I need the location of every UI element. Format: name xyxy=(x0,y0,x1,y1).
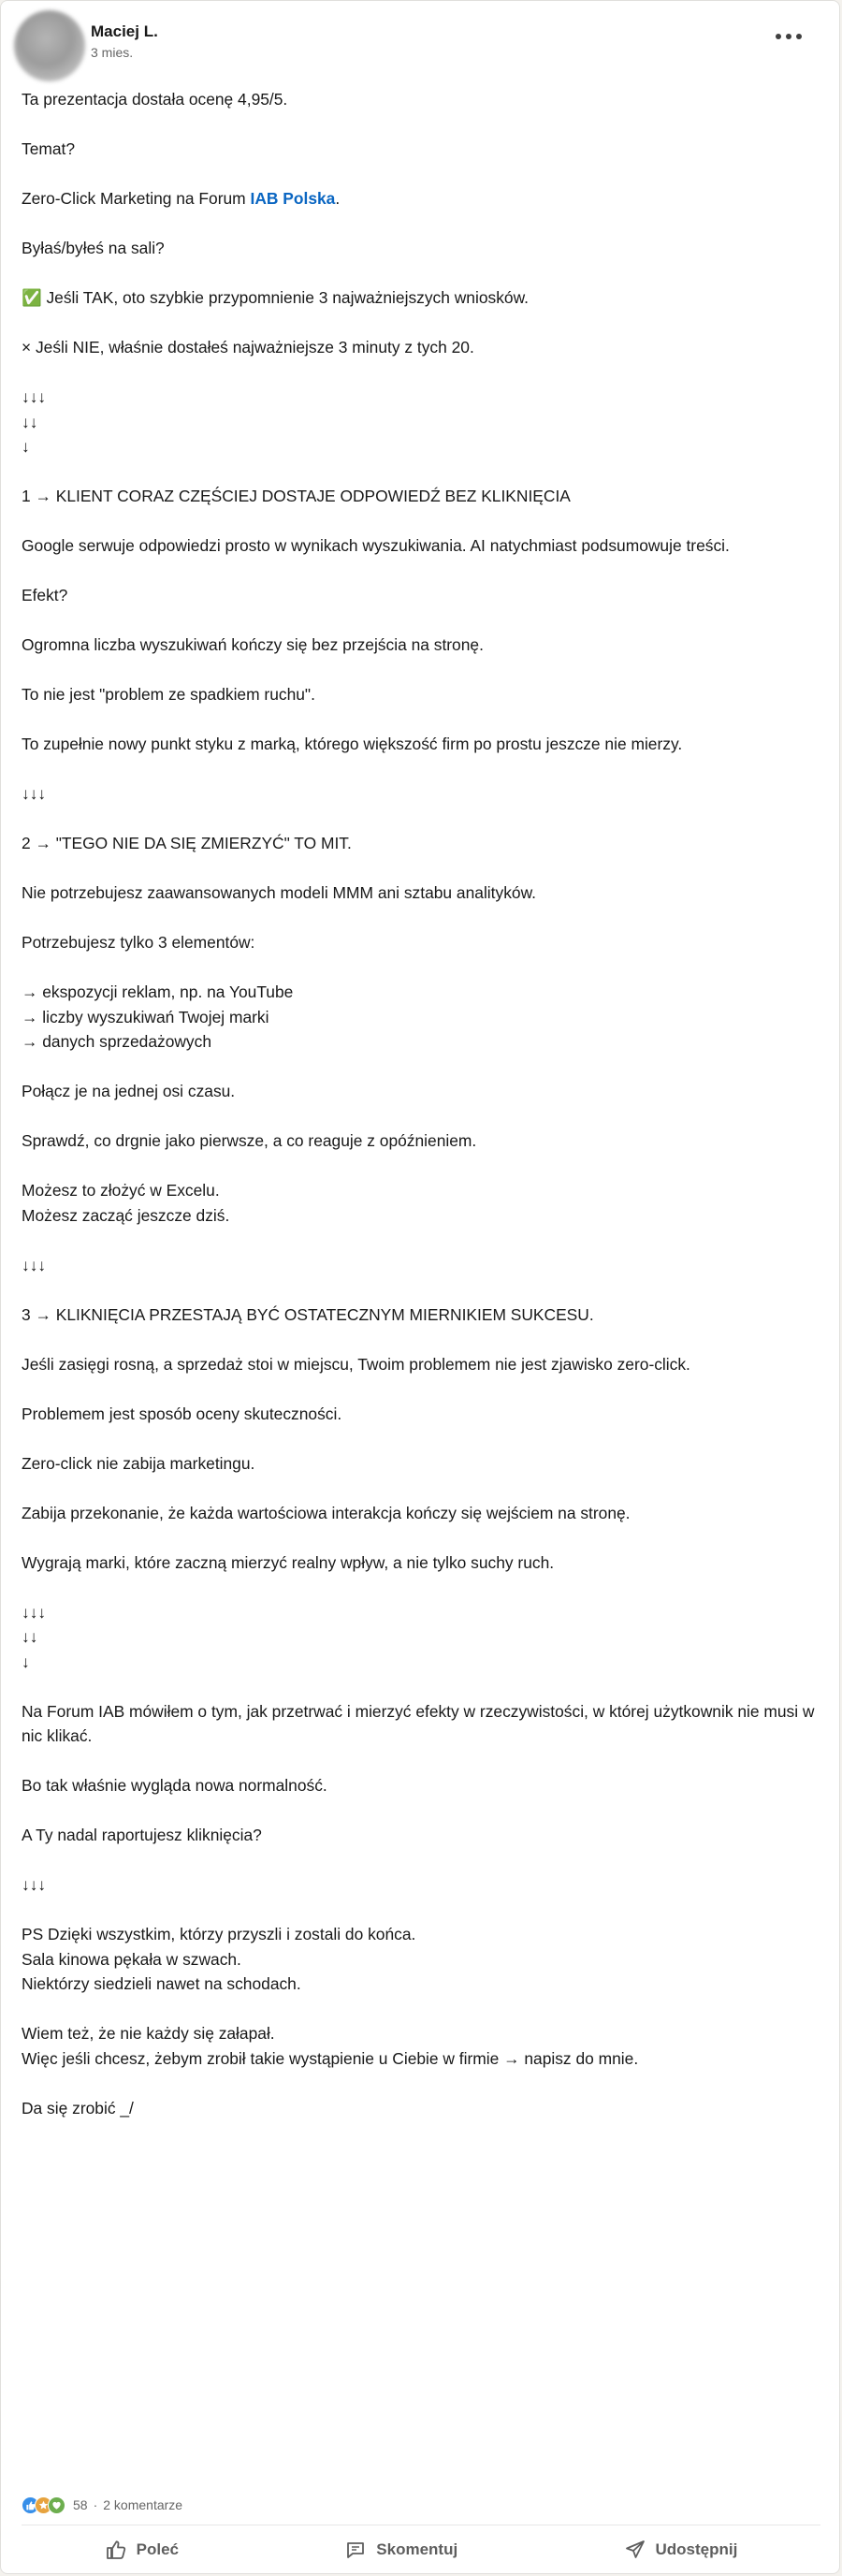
post-line: Niektórzy siedzieli nawet na schodach. xyxy=(22,1974,301,1993)
post-line: Zabija przekonanie, że każda wartościowa interakcja kończy się wejściem na stronę. xyxy=(22,1503,631,1522)
social-counts xyxy=(22,2494,182,2516)
share-button[interactable] xyxy=(607,2529,755,2570)
post-line: To zupełnie nowy punkt styku z marką, którego większość firm po prostu jeszcze nie mierzy. xyxy=(22,735,683,753)
post-line: Możesz to złożyć w Excelu. xyxy=(22,1181,220,1200)
post-line: Potrzebujesz tylko 3 elementów: xyxy=(22,933,255,952)
send-icon xyxy=(624,2539,646,2561)
post-line: To nie jest "problem ze spadkiem ruchu". xyxy=(22,685,315,704)
post-line: Efekt? xyxy=(22,586,68,604)
post-line: A Ty nadal raportujesz kliknięcia? xyxy=(22,1826,262,1844)
list-item: → danych sprzedażowych xyxy=(22,1032,211,1051)
arrows-line: ↓ xyxy=(22,437,30,456)
list-item: → ekspozycji reklam, np. na YouTube xyxy=(22,982,294,1001)
comments-count[interactable]: 2 komentarze xyxy=(103,2497,183,2512)
post-line: Jeśli zasięgi rosną, a sprzedaż stoi w miejscu, Twoim problemem nie jest zjawisko zero-click. xyxy=(22,1354,690,1374)
post-timestamp: 3 mies. xyxy=(91,45,134,60)
mention-link-iab-polska[interactable]: IAB Polska xyxy=(250,189,336,208)
post-line: Ogromna liczba wyszukiwań kończy się bez przejścia na stronę. xyxy=(22,635,484,654)
section-heading: 1 → KLIENT CORAZ CZĘŚCIEJ DOSTAJE ODPOWIEDŹ BEZ KLIKNIĘCIA xyxy=(22,487,571,505)
post-line: Temat? xyxy=(22,139,76,158)
reaction-count[interactable]: 58 xyxy=(73,2497,88,2512)
post-line: PS Dzięki wszystkim, którzy przyszli i zostali do końca. xyxy=(22,1925,416,1943)
share-label: Udostępnij xyxy=(655,2540,738,2558)
author-name[interactable]: Maciej L. xyxy=(91,22,158,40)
like-label: Poleć xyxy=(136,2540,179,2558)
like-button[interactable] xyxy=(88,2529,196,2570)
post-header xyxy=(1,1,841,85)
arrows-line: ↓↓↓ xyxy=(22,784,47,803)
post-line: Bo tak właśnie wygląda nowa normalność. xyxy=(22,1776,327,1795)
post-line: Problemem jest sposób oceny skuteczności. xyxy=(22,1404,342,1423)
post-line: Sprawdź, co drgnie jako pierwsze, a co reaguje z opóźnieniem. xyxy=(22,1131,477,1150)
post-line: Sala kinowa pękała w szwach. xyxy=(22,1949,241,1969)
section-heading: 2 → "TEGO NIE DA SIĘ ZMIERZYĆ" TO MIT. xyxy=(22,834,352,852)
section-heading: 3 → KLIKNIĘCIA PRZESTAJĄ BYĆ OSTATECZNYM MIERNIKIEM SUKCESU. xyxy=(22,1304,594,1324)
separator: · xyxy=(93,2497,98,2512)
comment-label: Skomentuj xyxy=(376,2540,458,2558)
arrows-line: ↓↓ xyxy=(22,1627,38,1646)
comment-icon xyxy=(344,2539,367,2561)
arrows-line: ↓↓↓ xyxy=(22,387,47,406)
list-item: → liczby wyszukiwań Twojej marki xyxy=(22,1007,269,1026)
post-line: ✅ Jeśli TAK, oto szybkie przypomnienie 3 najważniejszych wniosków. xyxy=(22,288,529,307)
post-line: Nie potrzebujesz zaawansowanych modeli MMM ani sztabu analityków. xyxy=(22,883,536,902)
arrows-line: ↓↓↓ xyxy=(22,1875,47,1894)
comment-button[interactable] xyxy=(327,2529,474,2570)
arrows-line: ↓↓↓ xyxy=(22,1602,47,1622)
arrows-line: ↓ xyxy=(22,1652,30,1671)
post-line: Byłaś/byłeś na sali? xyxy=(22,239,165,257)
arrows-line: ↓↓ xyxy=(22,412,38,431)
post-line: Możesz zacząć jeszcze dziś. xyxy=(22,1205,230,1225)
post-line: × Jeśli NIE, właśnie dostałeś najważniejsze 3 minuty z tych 20. xyxy=(22,338,474,357)
post-line: Więc jeśli chcesz, żebym zrobił takie wystąpienie u Ciebie w firmie → napisz do mnie. xyxy=(22,2048,639,2068)
post-line: Da się zrobić _/ xyxy=(22,2098,134,2118)
post-line: Zero-click nie zabija marketingu. xyxy=(22,1453,255,1473)
action-bar xyxy=(22,2527,820,2572)
arrows-line: ↓↓↓ xyxy=(22,1255,47,1274)
post-line: Wygrają marki, które zaczną mierzyć realny wpływ, a nie tylko suchy ruch. xyxy=(22,1552,555,1572)
reaction-icons[interactable] xyxy=(22,2496,65,2514)
ellipsis-icon xyxy=(776,34,781,39)
post-body xyxy=(22,87,822,2120)
post-line: Wiem też, że nie każdy się załapał. xyxy=(22,2024,275,2043)
thumbs-up-icon xyxy=(105,2539,127,2561)
post-line: Na Forum IAB mówiłem o tym, jak przetrwać i mierzyć efekty w rzeczywistości, w której użytkownik nie musi w nic klikać. xyxy=(22,1701,820,1745)
avatar[interactable] xyxy=(14,10,85,81)
post-line: Ta prezentacja dostała ocenę 4,95/5. xyxy=(22,90,288,109)
more-options-button[interactable] xyxy=(766,20,811,53)
post-line: Zero-Click Marketing na Forum IAB Polska. xyxy=(22,189,341,208)
support-icon xyxy=(48,2496,65,2514)
post-line: Połącz je na jednej osi czasu. xyxy=(22,1082,236,1100)
post-line: Google serwuje odpowiedzi prosto w wynikach wyszukiwania. AI natychmiast podsumowuje treści. xyxy=(22,536,730,555)
